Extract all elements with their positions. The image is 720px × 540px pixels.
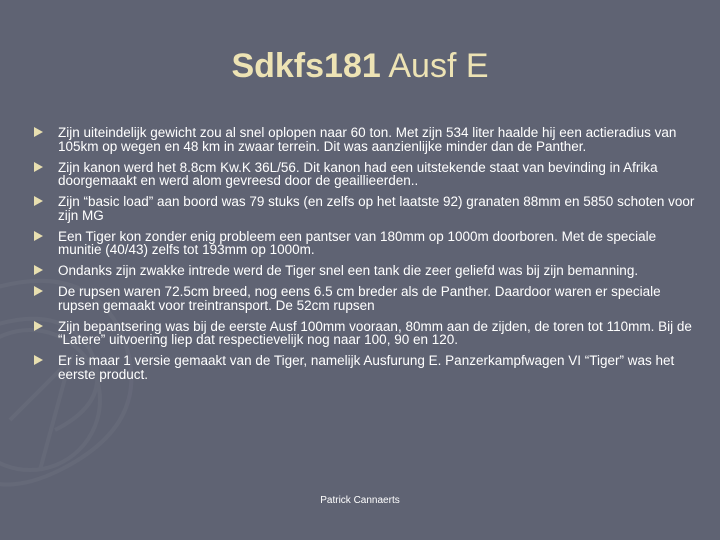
bullet-item bbox=[34, 161, 698, 188]
title-variant: Ausf E bbox=[388, 47, 489, 85]
arrow-right-icon bbox=[34, 355, 43, 365]
bullet-text: Zijn bepantsering was bij de eerste Ausf 100mm vooraan, 80mm aan de zijden, de toren tot 110mm. Bij de “Latere” uitvoering liep dat respectievelijk nog naar 100, 90 en 120. bbox=[58, 318, 692, 348]
bullet-item bbox=[34, 354, 698, 381]
bullet-item bbox=[34, 285, 698, 312]
bullet-item bbox=[34, 230, 698, 257]
bullet-text: Een Tiger kon zonder enig probleem een pantser van 180mm op 1000m doorboren. Met de speciale munitie (40/43) zelfs tot 193mm op 1000m. bbox=[58, 228, 657, 258]
bullet-text: Er is maar 1 versie gemaakt van de Tiger, namelijk Ausfurung E. Panzerkampfwagen VI “Tiger” was het eerste product. bbox=[58, 353, 675, 383]
bullet-list bbox=[34, 126, 698, 389]
arrow-right-icon bbox=[34, 286, 43, 296]
bullet-item bbox=[34, 264, 698, 278]
arrow-right-icon bbox=[34, 231, 43, 241]
bullet-item bbox=[34, 320, 698, 347]
arrow-right-icon bbox=[34, 321, 43, 331]
bullet-item bbox=[34, 195, 698, 222]
arrow-right-icon bbox=[34, 127, 43, 137]
bullet-text: Ondanks zijn zwakke intrede werd de Tiger snel een tank die zeer geliefd was bij zijn bemanning. bbox=[58, 263, 639, 279]
bullet-text: De rupsen waren 72.5cm breed, nog eens 6.5 cm breder als de Panther. Daardoor waren er speciale rupsen gemaakt voor treintransport. De 52cm rupsen bbox=[58, 284, 661, 313]
footer-author: Patrick Cannaerts bbox=[320, 495, 400, 506]
bullet-text: Zijn uiteindelijk gewicht zou al snel oplopen naar 60 ton. Met zijn 534 liter haalde hij een actieradius van 105km op wegen en 48 km in zwaar terrein. Dit was aanzienlijke minder dan de Panther. bbox=[58, 125, 677, 154]
bullet-text: Zijn “basic load” aan boord was 79 stuks (en zelfs op het laatste 92) granaten 88mm en 5850 schoten voor zijn MG bbox=[58, 194, 695, 223]
slide-title bbox=[0, 44, 720, 88]
bullet-text: Zijn kanon werd het 8.8cm Kw.K 36L/56. Dit kanon had een uitstekende staat van bevinding in Afrika doorgemaakt en werd alom gevreesd door de geaillieerden.. bbox=[58, 159, 658, 189]
bullet-item bbox=[34, 126, 698, 153]
title-model: Sdkfs181 bbox=[231, 47, 381, 85]
arrow-right-icon bbox=[34, 265, 43, 275]
arrow-right-icon bbox=[34, 162, 43, 172]
arrow-right-icon bbox=[34, 196, 43, 206]
